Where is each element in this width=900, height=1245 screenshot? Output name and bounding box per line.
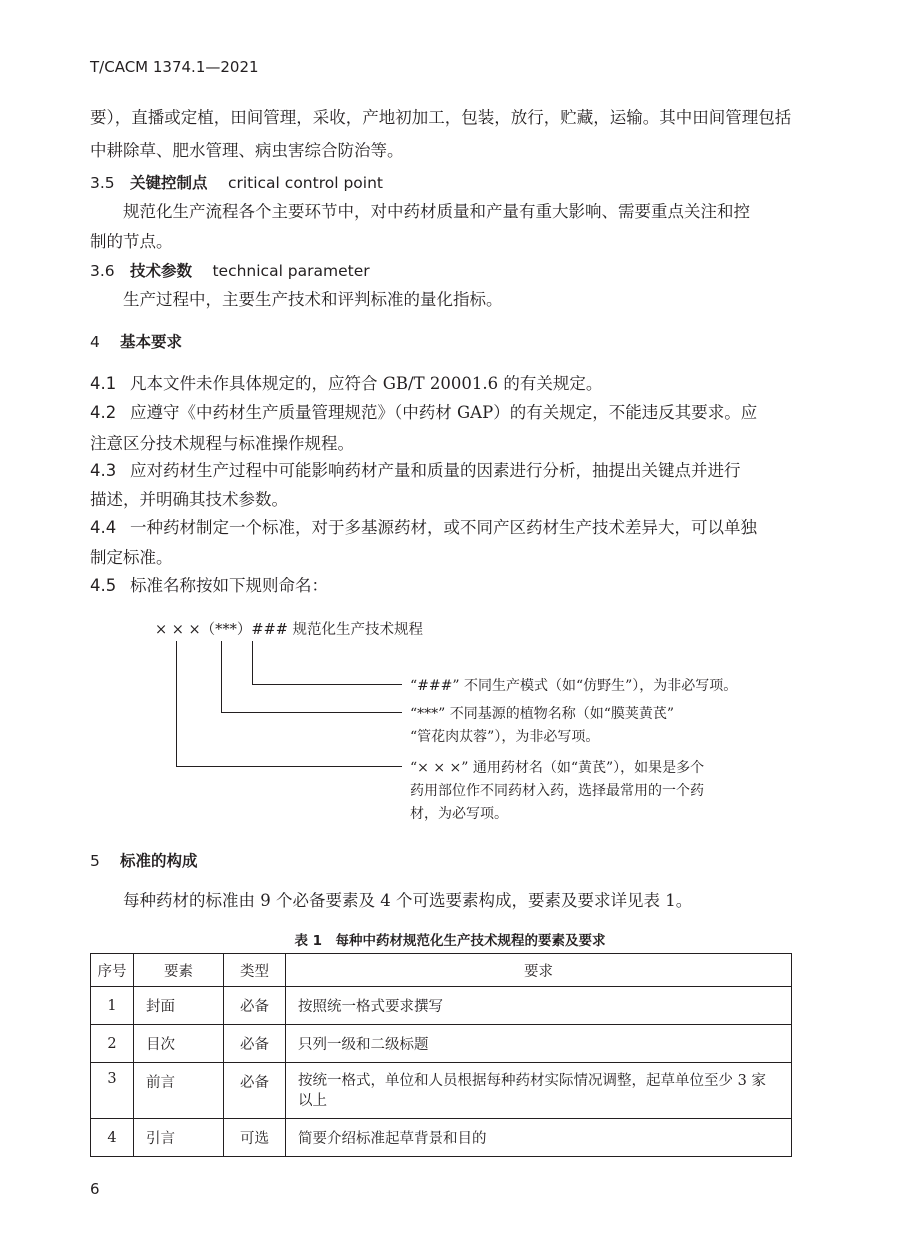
document-id: T/CACM 1374.1—2021 [90,58,259,76]
table-header-row [91,954,792,987]
naming-pattern: × × ×（***）### 规范化生产技术规程 [155,622,423,638]
table-row [91,1025,792,1063]
section-3-6-heading: 3.6 技术参数 technical parameter [90,262,370,280]
table-cell: 引言 [134,1119,224,1157]
body-line: 生产过程中，主要生产技术和评判标准的量化指标。 [123,290,503,309]
clause-4-2: 4.2 应遵守《中药材生产质量管理规范》（中药材 GAP）的有关规定，不能违反其要求。应 [90,403,758,422]
table-cell: 可选 [224,1119,286,1157]
section-3-5-heading: 3.5 关键控制点 critical control point [90,174,383,192]
clause-4-5: 4.5 标准名称按如下规则命名： [90,576,328,595]
note-name: “× × ×” 通用药材名（如“黄芪”），如果是多个 [410,760,705,776]
table-cell: 必备 [224,987,286,1025]
clause-4-1: 4.1 凡本文件未作具体规定的，应符合 GB/T 20001.6 的有关规定。 [90,374,603,393]
header-cell: 类型 [224,954,286,987]
body-line: 注意区分技术规程与标准操作规程。 [90,434,354,453]
table-cell: 只列一级和二级标题 [286,1025,792,1063]
body-line: 中耕除草、肥水管理、病虫害综合防治等。 [90,141,404,160]
note-mode: “###” 不同生产模式（如“仿野生”），为非必写项。 [410,678,738,694]
table-cell: 4 [91,1119,134,1157]
table-cell: 前言 [134,1063,224,1119]
table-row [91,1119,792,1157]
section-4-heading: 4 基本要求 [90,333,183,351]
header-cell: 序号 [91,954,134,987]
table-caption: 表 1 每种中药材规范化生产技术规程的要素及要求 [294,933,606,949]
section-5-heading: 5 标准的构成 [90,852,198,870]
body-line: 每种药材的标准由 9 个必备要素及 4 个可选要素构成，要素及要求详见表 1。 [123,891,693,910]
page-number: 6 [90,1180,100,1198]
body-line: 要），直播或定植，田间管理，采收，产地初加工，包装，放行，贮藏，运输。其中田间管理包括 [90,108,792,127]
clause-4-3: 4.3 应对药材生产过程中可能影响药材产量和质量的因素进行分析，抽提出关键点并进行 [90,461,741,480]
table-cell: 2 [91,1025,134,1063]
body-line: 规范化生产流程各个主要环节中，对中药材质量和产量有重大影响、需要重点关注和控 [123,202,750,221]
table-cell: 按统一格式，单位和人员根据每种药材实际情况调整，起草单位至少 3 家以上 [286,1063,792,1119]
table-cell: 简要介绍标准起草背景和目的 [286,1119,792,1157]
header-cell: 要求 [286,954,792,987]
note-name-cont: 材，为必写项。 [410,806,508,822]
table-cell: 封面 [134,987,224,1025]
note-origin: “***” 不同基源的植物名称（如“膜荚黄芪” [410,706,675,722]
table-row [91,987,792,1025]
table-cell: 3 [91,1063,134,1119]
clause-4-4: 4.4 一种药材制定一个标准，对于多基源药材，或不同产区药材生产技术差异大，可以单独 [90,518,757,537]
body-line: 制定标准。 [90,548,173,567]
table-cell: 目次 [134,1025,224,1063]
table-cell: 1 [91,987,134,1025]
elements-table [90,953,792,1157]
header-cell: 要素 [134,954,224,987]
body-line: 描述，并明确其技术参数。 [90,490,288,509]
table-row [91,1063,792,1119]
note-name-cont: 药用部位作不同药材入药，选择最常用的一个药 [410,783,704,799]
note-origin-cont: “管花肉苁蓉”），为非必写项。 [410,729,600,745]
table-cell: 按照统一格式要求撰写 [286,987,792,1025]
table-cell: 必备 [224,1025,286,1063]
table-cell: 必备 [224,1063,286,1119]
body-line: 制的节点。 [90,232,173,251]
